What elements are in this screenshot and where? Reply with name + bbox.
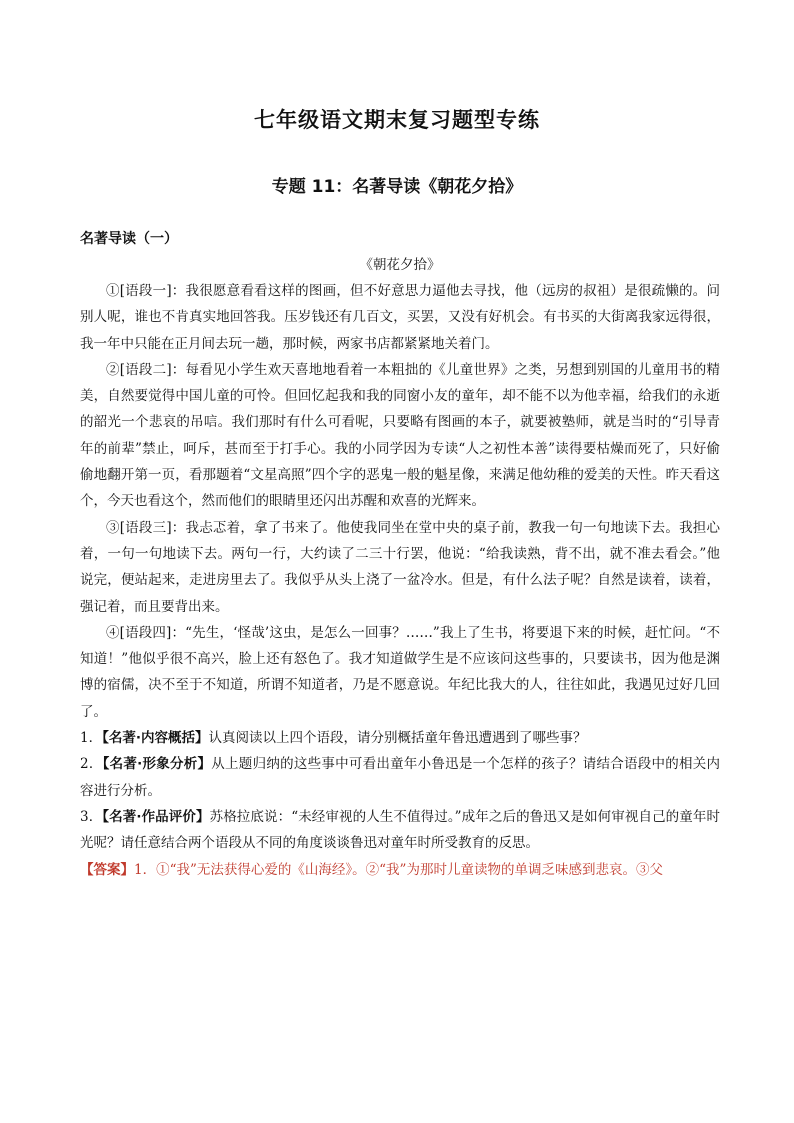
answer-line xyxy=(80,857,720,883)
answer-text: 1．①“我”无法获得心爱的《山海经》。②“我”为那时儿童读物的单调乏味感到悲哀。③父 xyxy=(134,861,663,878)
question-text: 认真阅读以上四个语段，请分别概括童年鲁迅遭遇到了哪些事？ xyxy=(208,730,587,747)
question-text: 苏格拉底说：“未经审视的人生不值得过。”成年之后的鲁迅又是如何审视自己的童年时光呢？请任意结合两个语段从不同的角度谈谈鲁迅对童年时所受教育的反思。 xyxy=(80,808,720,852)
page-subtitle: 专题 11：名著导读《朝花夕拾》 xyxy=(271,177,523,197)
answer-tag: 【答案】 xyxy=(80,861,134,878)
document-body xyxy=(80,226,720,883)
question-tag: 【名著·作品评价】 xyxy=(102,808,210,825)
question-tag: 【名著·形象分析】 xyxy=(102,756,212,773)
section-heading: 名著导读（一） xyxy=(80,231,178,247)
question-1 xyxy=(80,725,720,751)
question-number: 3． xyxy=(80,808,103,825)
passage-paragraph-1: ①[语段一]：我很愿意看看这样的图画，但不好意思力逼他去寻找，他（远房的叔祖）是很疏懒的。问别人呢，谁也不肯真实地回答我。压岁钱还有几百文，买罢，又没有好机会。有书买的大街离我家远得很，我一年中只能在正月间去玩一趟，那时候，两家书店都紧紧地关着门。 xyxy=(80,283,720,352)
passage-paragraph-2: ②[语段二]：每看见小学生欢天喜地地看着一本粗拙的《儿童世界》之类，另想到别国的儿童用书的精美，自然要觉得中国儿童的可怜。但回忆起我和我的同窗小友的童年，却不能不以为他幸福，给我们的永逝的韶光一个悲哀的吊唁。我们那时有什么可看呢，只要略有图画的本子，就要被塾师，就是当时的“引导青年的前辈”禁止，呵斥，甚而至于打手心。我的小同学因为专读“人之初性本善”读得要枯燥而死了，只好偷偷地翻开第一页，看那题着“文星高照”四个字的恶鬼一般的魁星像，来满足他幼稚的爱美的天性。昨天看这个，今天也看这个，然而他们的眼睛里还闪出苏醒和欢喜的光辉来。 xyxy=(80,361,720,510)
question-3 xyxy=(80,804,720,857)
passage-paragraph-3: ③[语段三]：我忐忑着，拿了书来了。他使我同坐在堂中央的桌子前，教我一句一句地读下去。我担心着，一句一句地读下去。两句一行，大约读了二三十行罢，他说：“给我读熟，背不出，就不准去看会。”他说完，便站起来，走进房里去了。我似乎从头上浇了一盆冷水。但是，有什么法子呢？自然是读着，读着，强记着，而且要背出来。 xyxy=(80,519,720,615)
question-text: 从上题归纳的这些事中可看出童年小鲁迅是一个怎样的孩子？请结合语段中的相关内容进行分析。 xyxy=(80,756,720,799)
question-2 xyxy=(80,751,720,804)
question-number: 1． xyxy=(80,730,103,747)
passage-paragraph-4: ④[语段四]：“先生，‘怪哉’这虫，是怎么一回事？……”我上了生书，将要退下来的时候，赶忙问。“不知道！”他似乎很不高兴，脸上还有怒色了。我才知道做学生是不应该问这些事的，只要读书，因为他是渊博的宿儒，决不至于不知道，所谓不知道者，乃是不愿意说。年纪比我大的人，往往如此，我遇见过好几回了。 xyxy=(80,624,720,720)
page-title: 七年级语文期末复习题型专练 xyxy=(254,108,540,132)
question-number: 2． xyxy=(80,756,103,773)
book-title: 《朝花夕拾》 xyxy=(359,257,441,273)
question-tag: 【名著·内容概括】 xyxy=(102,730,209,747)
